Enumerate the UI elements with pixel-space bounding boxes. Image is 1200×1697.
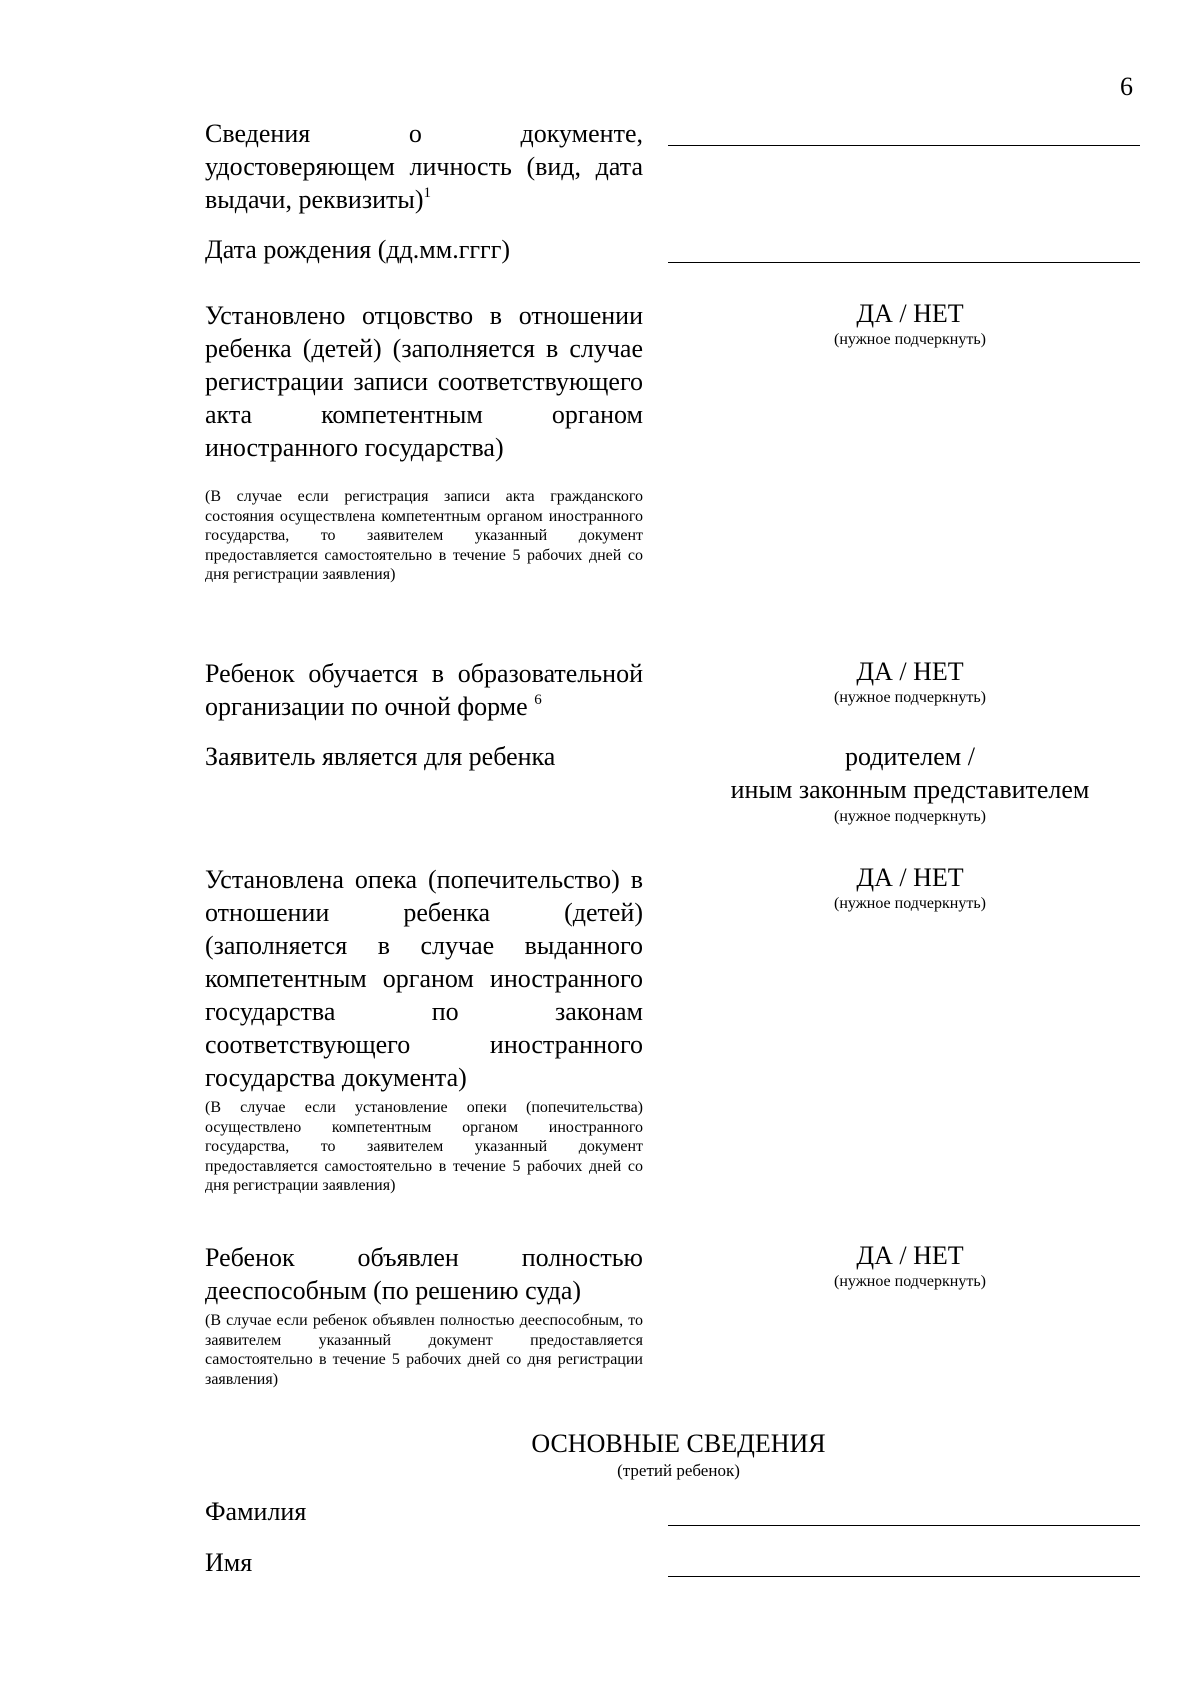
section-subtitle: (третий ребенок) bbox=[617, 1461, 740, 1480]
section-heading bbox=[0, 1428, 1200, 1482]
surname-field[interactable] bbox=[668, 1525, 1140, 1526]
footnote-ref: 1 bbox=[423, 185, 431, 201]
full-time-study-label: Ребенок обучается в образовательной организации по очной форме $^6$ bbox=[205, 659, 643, 721]
surname-label: Фамилия bbox=[205, 1497, 307, 1526]
birth-date-label: Дата рождения (дд.мм.гггг) bbox=[205, 235, 511, 264]
underline-hint: (нужное подчеркнуть) bbox=[834, 808, 986, 825]
paternity-answer[interactable] bbox=[690, 299, 1130, 351]
guardianship-label: Установлена опека (попечительство) в отношении ребенка (детей) (заполняется в случае выданного компетентным органом иностранного государства по законам соответствующего иностранного государства документа) bbox=[205, 865, 643, 1092]
yes-no-choice[interactable]: ДА / НЕТ bbox=[856, 657, 964, 686]
underline-hint: (нужное подчеркнуть) bbox=[834, 689, 986, 706]
underline-hint: (нужное подчеркнуть) bbox=[834, 331, 986, 348]
yes-no-choice[interactable]: ДА / НЕТ bbox=[856, 299, 964, 328]
role-option-guardian[interactable]: иным законным представителем bbox=[730, 775, 1090, 804]
name-label: Имя bbox=[205, 1548, 253, 1577]
emancipation-label: Ребенок объявлен полностью дееспособным (по решению суда) bbox=[205, 1243, 643, 1305]
identity-doc-field[interactable] bbox=[668, 145, 1140, 146]
underline-hint: (нужное подчеркнуть) bbox=[834, 895, 986, 912]
yes-no-choice[interactable]: ДА / НЕТ bbox=[856, 863, 964, 892]
applicant-role-label: Заявитель является для ребенка bbox=[205, 742, 556, 771]
section-title: ОСНОВНЫЕ СВЕДЕНИЯ bbox=[531, 1429, 826, 1458]
paternity-note: (В случае если регистрация записи акта гражданского состояния осуществлена компетентным органом иностранного государства, то заявителем указанный документ предоставляется самостоятельно в течение 5 рабочих дней со дня регистрации заявления) bbox=[205, 488, 643, 584]
paternity-label: Установлено отцовство в отношении ребенка (детей) (заполняется в случае регистрации записи соответствующего акта компетентным органом иностранного государства) bbox=[205, 301, 643, 462]
underline-hint: (нужное подчеркнуть) bbox=[834, 1273, 986, 1290]
applicant-role-answer[interactable] bbox=[690, 740, 1130, 828]
yes-no-choice[interactable]: ДА / НЕТ bbox=[856, 1241, 964, 1270]
page-number: 6 bbox=[1120, 72, 1133, 101]
emancipation-note: (В случае если ребенок объявлен полностью дееспособным, то заявителем указанный документ предоставляется самостоятельно в течение 5 рабочих дней со дня регистрации заявления) bbox=[205, 1312, 643, 1388]
full-time-study-answer[interactable] bbox=[690, 657, 1130, 709]
footnote-ref: 6 bbox=[534, 692, 542, 708]
identity-doc-label: Сведения о документе, удостоверяющем личность (вид, дата выдачи, реквизиты)$^1$ bbox=[205, 119, 643, 214]
role-option-parent[interactable]: родителем / bbox=[845, 742, 975, 771]
birth-date-field[interactable] bbox=[668, 262, 1140, 263]
guardianship-note: (В случае если установление опеки (попечительства) осуществлено компетентным органом иностранного государства, то заявителем указанный документ предоставляется самостоятельно в течение 5 рабочих дней со дня регистрации заявления) bbox=[205, 1099, 643, 1195]
name-field[interactable] bbox=[668, 1576, 1140, 1577]
emancipation-answer[interactable] bbox=[690, 1241, 1130, 1293]
guardianship-answer[interactable] bbox=[690, 863, 1130, 915]
